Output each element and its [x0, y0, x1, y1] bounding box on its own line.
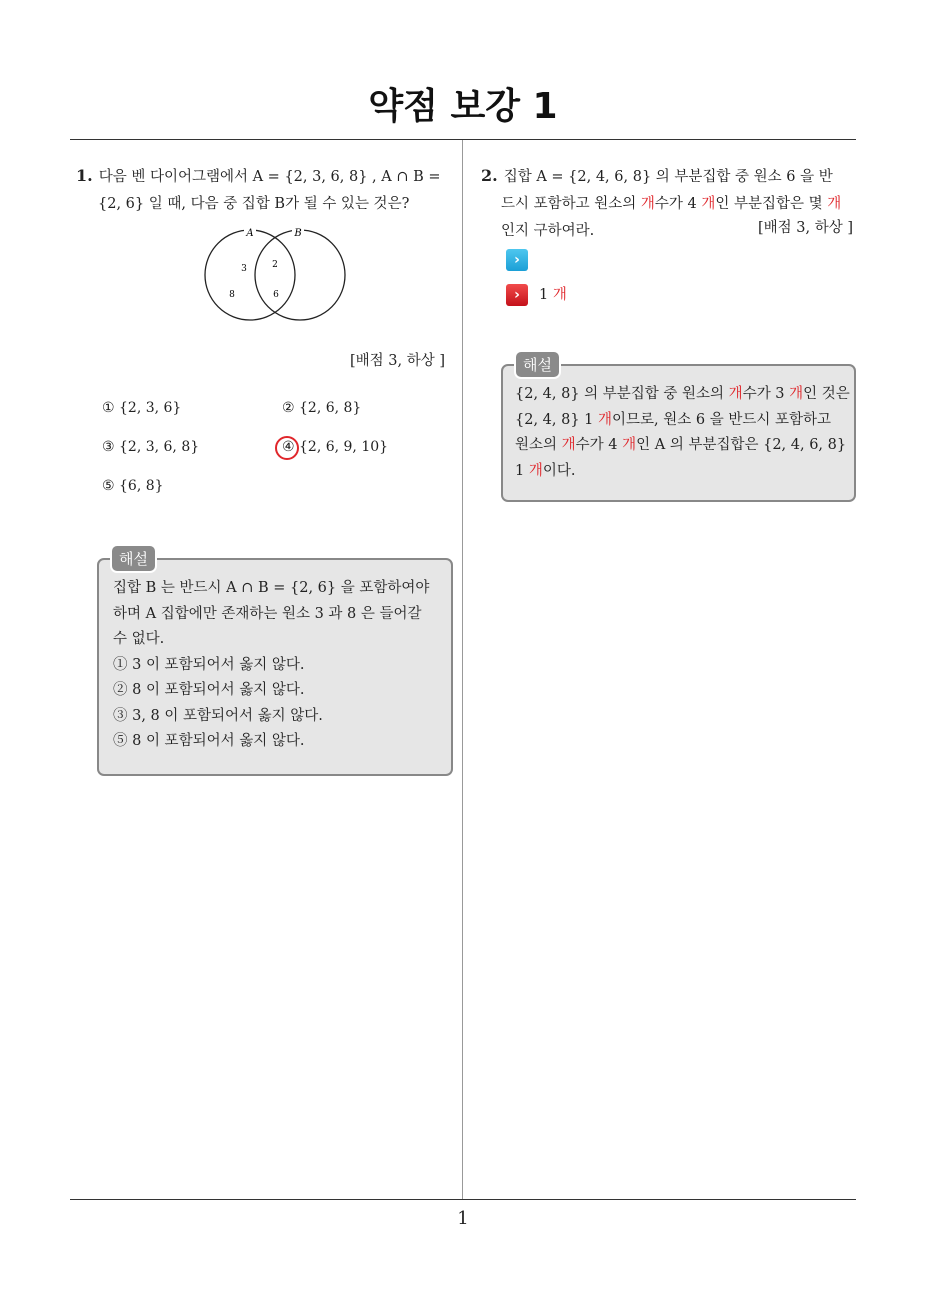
choice-2[interactable]: ② {2, 6, 8} — [282, 400, 362, 416]
expand-arrow-icon[interactable]: › — [506, 249, 528, 271]
page-number: 1 — [457, 1208, 469, 1229]
solution-2-line-2: {2, 4, 8} 1 개이므로, 원소 6 을 반드시 포함하고 — [515, 411, 832, 428]
solution-1-line-2: 하며 A 집합에만 존재하는 원소 3 과 8 은 들어갈 — [113, 605, 422, 622]
question-1-line-2: {2, 6} 일 때, 다음 중 집합 B가 될 수 있는 것은? — [98, 196, 410, 212]
question-2-line-2: 드시 포함하고 원소의 개수가 4 개인 부분집합은 몇 개 — [501, 196, 842, 212]
choice-1[interactable]: ① {2, 3, 6} — [102, 400, 182, 416]
solution-1-line-6: ③ 3, 8 이 포함되어서 옳지 않다. — [113, 707, 323, 724]
solution-2-line-1: {2, 4, 8} 의 부분집합 중 원소의 개수가 3 개인 것은 — [515, 386, 850, 402]
question-2-score: [배점 3, 하상 ] — [758, 220, 854, 236]
question-1-solution-text — [113, 576, 447, 755]
question-1-number: 1. — [76, 166, 93, 185]
question-2-solution-box — [501, 364, 856, 502]
venn-value-2: 2 — [272, 260, 278, 270]
header-rule — [70, 139, 856, 140]
solution-1-line-4: ① 3 이 포함되어서 옳지 않다. — [113, 656, 305, 673]
venn-circle-a — [205, 230, 295, 320]
choice-4[interactable]: ④ {2, 6, 9, 10} — [282, 439, 389, 455]
solution-1-line-3: 수 없다. — [113, 631, 165, 647]
venn-value-8: 8 — [229, 290, 235, 300]
question-1-solution-box — [97, 558, 453, 776]
venn-circle-b — [255, 230, 345, 320]
solution-1-line-1: 집합 B 는 반드시 A ∩ B = {2, 6} 을 포함하여야 — [113, 580, 430, 596]
choice-5[interactable]: ⑤ {6, 8} — [102, 478, 164, 494]
question-1-score: [배점 3, 하상 ] — [350, 353, 446, 369]
solution-1-line-5: ② 8 이 포함되어서 옳지 않다. — [113, 682, 305, 698]
choice-3[interactable]: ③ {2, 3, 6, 8} — [102, 439, 200, 455]
footer-rule — [70, 1199, 856, 1200]
question-2-number: 2. — [481, 166, 498, 185]
question-1-solution-tab: 해설 — [110, 544, 157, 573]
venn-value-3: 3 — [241, 264, 247, 274]
solution-2-line-4: 1 개이다. — [515, 462, 576, 479]
question-1 — [76, 162, 456, 218]
question-1-line-1: 다음 벤 다이어그램에서 A = {2, 3, 6, 8} , A ∩ B = — [98, 169, 441, 185]
question-2-answer: 1 개 — [539, 287, 567, 303]
page-title: 약점 보강 1 — [368, 86, 558, 127]
solution-1-line-7: ⑤ 8 이 포함되어서 옳지 않다. — [113, 733, 305, 749]
question-2-solution-text — [515, 382, 850, 484]
question-2-line-3: 인지 구하여라. — [501, 223, 595, 239]
answer-arrow-icon[interactable]: › — [506, 284, 528, 306]
question-2-line-1: 집합 A = {2, 4, 6, 8} 의 부분집합 중 원소 6 을 반 — [503, 169, 833, 185]
solution-2-line-3: 원소의 개수가 4 개인 A 의 부분집합은 {2, 4, 6, 8} — [515, 437, 847, 453]
venn-label-a: A — [246, 228, 254, 239]
column-divider — [462, 140, 463, 1200]
venn-diagram — [200, 225, 354, 329]
venn-value-6: 6 — [273, 290, 279, 300]
venn-label-b: B — [294, 228, 302, 239]
question-2-solution-tab: 해설 — [514, 350, 561, 379]
